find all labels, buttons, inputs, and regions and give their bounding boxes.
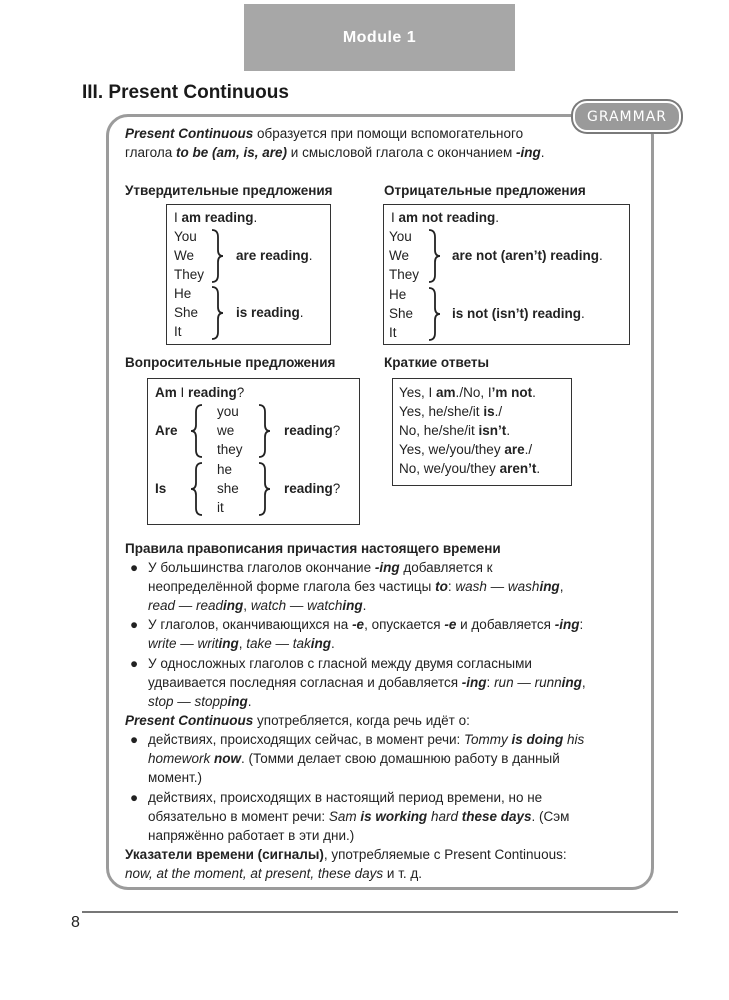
answer-text: No, we/you/they	[399, 461, 500, 476]
punct: .	[253, 210, 258, 225]
section-title: III. Present Continuous	[82, 82, 289, 103]
rule-bold: -e	[352, 617, 365, 632]
pronoun: I	[176, 385, 189, 400]
spelling-rule-1-line-3	[148, 596, 366, 615]
usage-1-line-3: момент.)	[148, 770, 202, 785]
answer-text: /	[528, 442, 533, 457]
example-ing: ing	[310, 636, 332, 651]
verb: am not reading	[398, 210, 496, 225]
rule-text: удваивается последняя согласная и добавляется	[148, 675, 462, 690]
rule-bold: -e	[444, 617, 457, 632]
pronoun: She	[174, 305, 199, 320]
example-marker: these days	[461, 809, 532, 824]
pronoun: He	[174, 286, 192, 301]
pronoun: we	[217, 423, 235, 438]
punct: .	[299, 305, 304, 320]
spelling-rule-3-line-1: У односложных глаголов с гласной между двумя согласными	[148, 656, 532, 671]
example: run — runn	[494, 675, 562, 690]
negative-heading: Отрицательные предложения	[384, 183, 586, 198]
example: his	[563, 732, 585, 747]
answer-text: Yes, he/she/it	[399, 404, 484, 419]
answer-text: .	[532, 385, 536, 400]
pronoun: they	[217, 442, 243, 457]
answer-bold: are	[504, 442, 525, 457]
pronoun: It	[389, 325, 397, 340]
affirmative-group2-verb	[236, 303, 304, 322]
questions-group2-verb	[284, 479, 340, 498]
page-number: 8	[71, 914, 80, 931]
example: stop — stopp	[148, 694, 228, 709]
grammar-badge	[573, 101, 681, 132]
aux: Are	[155, 423, 178, 438]
grammar-badge-label: GRAMMAR	[586, 108, 668, 125]
usage-1-line-2	[148, 749, 560, 768]
short-answer-row	[399, 459, 540, 478]
example-verb: is doing	[511, 732, 564, 747]
pronoun: she	[217, 481, 239, 496]
answer-bold: isn’t	[478, 423, 507, 438]
short-answer-row	[399, 383, 536, 402]
spelling-rule-1-line-1	[148, 558, 493, 577]
usage-2-line-2	[148, 807, 569, 826]
intro-text: образуется при помощи вспомогательного	[253, 126, 524, 141]
usage-text: обязательно в момент речи:	[148, 809, 329, 824]
short-answers-heading: Краткие ответы	[384, 355, 490, 370]
example-verb: is working	[360, 809, 428, 824]
time-markers-line-1	[125, 845, 567, 864]
pronoun: We	[389, 248, 410, 263]
example: write — writ	[148, 636, 219, 651]
rule-text: ,	[238, 636, 247, 651]
bullet-icon: ●	[130, 560, 139, 575]
answer-text: .	[506, 423, 511, 438]
pronoun: It	[174, 324, 182, 339]
rule-text: .	[362, 598, 367, 613]
answer-text: Yes, I	[399, 385, 437, 400]
usage-text: , употребляемые с Present Continuous:	[323, 847, 567, 862]
brace-icon	[427, 287, 441, 341]
intro-term: Present Continuous	[125, 126, 254, 141]
answer-text: /	[498, 404, 503, 419]
brace-icon	[427, 229, 441, 283]
intro-ing: -ing	[516, 145, 541, 160]
aux: Is	[155, 481, 167, 496]
pronoun: We	[174, 248, 195, 263]
negative-first-row	[391, 208, 499, 227]
answer-bold: am	[436, 385, 456, 400]
usage-1-line-1	[148, 730, 584, 749]
answer-text: /No, I	[459, 385, 492, 400]
negative-group2-verb	[452, 304, 585, 323]
markers-list: now, at the moment, at present, these days	[125, 866, 384, 881]
punct: .	[581, 306, 585, 321]
rule-text: ,	[243, 598, 251, 613]
punct: ?	[332, 481, 341, 496]
punct: .	[599, 248, 603, 263]
example-ing: ing	[342, 598, 363, 613]
answer-bold: is	[483, 404, 495, 419]
pronoun: I	[174, 210, 182, 225]
punct: ?	[332, 423, 341, 438]
spelling-rule-3-line-2	[148, 673, 586, 692]
intro-line-1	[125, 124, 523, 143]
rule-text: ,	[581, 675, 586, 690]
usage-text: употребляется, когда речь идёт о:	[253, 713, 470, 728]
example-ing: ing	[539, 579, 560, 594]
pronoun: She	[389, 306, 414, 321]
spelling-rule-2-line-1	[148, 615, 583, 634]
markers-heading: Указатели времени (сигналы)	[125, 847, 324, 862]
rule-text: У большинства глаголов окончание	[148, 560, 375, 575]
affirmative-heading: Утвердительные предложения	[125, 183, 333, 198]
punct: ?	[236, 385, 245, 400]
module-header	[244, 4, 515, 71]
verb: reading	[188, 385, 237, 400]
bullet-icon: ●	[130, 656, 139, 671]
verb: reading	[284, 423, 333, 438]
punct: .	[308, 248, 313, 263]
questions-first-row	[155, 383, 244, 402]
brace-icon	[257, 462, 271, 516]
intro-text: глагола	[125, 145, 176, 160]
pronoun: it	[217, 500, 224, 515]
usage-text: . (Сэм	[531, 809, 570, 824]
footer-divider	[82, 911, 678, 913]
rule-text: :	[486, 675, 495, 690]
rule-text: и добавляется	[456, 617, 555, 632]
rule-text: неопределённой форме глагола без частицы	[148, 579, 436, 594]
answer-text: .	[455, 385, 460, 400]
example: hard	[427, 809, 462, 824]
answer-text: .	[494, 404, 499, 419]
example-marker: now	[214, 751, 242, 766]
rule-text: , опускается	[364, 617, 445, 632]
rule-bold: to	[435, 579, 448, 594]
rule-ing: -ing	[554, 617, 580, 632]
punct: .	[495, 210, 500, 225]
intro-bold: to be (am, is, are)	[176, 145, 288, 160]
pronoun: he	[217, 462, 233, 477]
example: take — tak	[246, 636, 311, 651]
short-answer-row	[399, 440, 532, 459]
answer-text: Yes, we/you/they	[399, 442, 505, 457]
answer-bold: ’m not	[491, 385, 533, 400]
aux: Am	[155, 385, 177, 400]
verb: are not (aren’t) reading	[452, 248, 600, 263]
pronoun: They	[389, 267, 420, 282]
intro-line-2	[125, 143, 545, 162]
answer-bold: aren’t	[499, 461, 537, 476]
brace-icon	[210, 229, 224, 283]
usage-term: Present Continuous	[125, 713, 254, 728]
pronoun: He	[389, 287, 407, 302]
brace-icon	[190, 462, 204, 516]
usage-text: действиях, происходящих сейчас, в момент речи:	[148, 732, 465, 747]
rule-text: добавляется к	[399, 560, 493, 575]
short-answer-row	[399, 421, 510, 440]
brace-icon	[210, 286, 224, 340]
brace-icon	[257, 404, 271, 458]
rule-text: .	[247, 694, 252, 709]
spelling-heading: Правила правописания причастия настоящего времени	[125, 541, 501, 556]
rule-text: У глаголов, оканчивающихся на	[148, 617, 353, 632]
rule-ing: -ing	[374, 560, 400, 575]
example: homework	[148, 751, 215, 766]
bullet-icon: ●	[130, 732, 139, 747]
time-markers-line-2	[125, 864, 422, 883]
example: watch — watch	[250, 598, 343, 613]
example: read — read	[148, 598, 224, 613]
usage-text: и т. д.	[383, 866, 423, 881]
answer-text: No, he/she/it	[399, 423, 479, 438]
example: wash — wash	[455, 579, 540, 594]
brace-icon	[190, 404, 204, 458]
negative-group1-verb	[452, 246, 603, 265]
verb: is reading	[236, 305, 300, 320]
pronoun: They	[174, 267, 205, 282]
bullet-icon: ●	[130, 790, 139, 805]
pronoun: You	[174, 229, 197, 244]
verb: am reading	[181, 210, 254, 225]
usage-2-line-3: напряжённо работает в эти дни.)	[148, 828, 355, 843]
example-ing: ing	[223, 598, 244, 613]
usage-2-line-1: действиях, происходящих в настоящий период времени, но не	[148, 790, 543, 805]
example: Sam	[328, 809, 361, 824]
rule-text: .	[331, 636, 335, 651]
example-ing: ing	[561, 675, 582, 690]
rule-ing: -ing	[461, 675, 487, 690]
bullet-icon: ●	[130, 617, 139, 632]
affirmative-group1-verb	[236, 246, 313, 265]
verb: are reading	[236, 248, 309, 263]
example-ing: ing	[227, 694, 248, 709]
intro-text: и смысловой глагола с окончанием	[287, 145, 517, 160]
rule-text: ,	[559, 579, 564, 594]
example-ing: ing	[218, 636, 239, 651]
spelling-rule-3-line-3	[148, 692, 252, 711]
answer-text: .	[524, 442, 529, 457]
intro-text: .	[540, 145, 545, 160]
questions-group1-verb	[284, 421, 340, 440]
rule-text: :	[447, 579, 456, 594]
spelling-rule-1-line-2	[148, 577, 563, 596]
answer-text: .	[536, 461, 541, 476]
rule-text: :	[579, 617, 584, 632]
spelling-rule-2-line-2	[148, 634, 335, 653]
pronoun: You	[389, 229, 412, 244]
verb: is not (isn’t) reading	[452, 306, 582, 321]
short-answer-row	[399, 402, 502, 421]
usage-text: . (Томми делает свою домашнюю работу в данный	[241, 751, 560, 766]
affirmative-first-row	[174, 208, 257, 227]
pronoun: I	[391, 210, 399, 225]
pronoun: you	[217, 404, 239, 419]
example: Tommy	[464, 732, 512, 747]
module-label: Module 1	[342, 28, 417, 46]
verb: reading	[284, 481, 333, 496]
usage-intro	[125, 711, 470, 730]
questions-heading: Вопросительные предложения	[125, 355, 336, 370]
